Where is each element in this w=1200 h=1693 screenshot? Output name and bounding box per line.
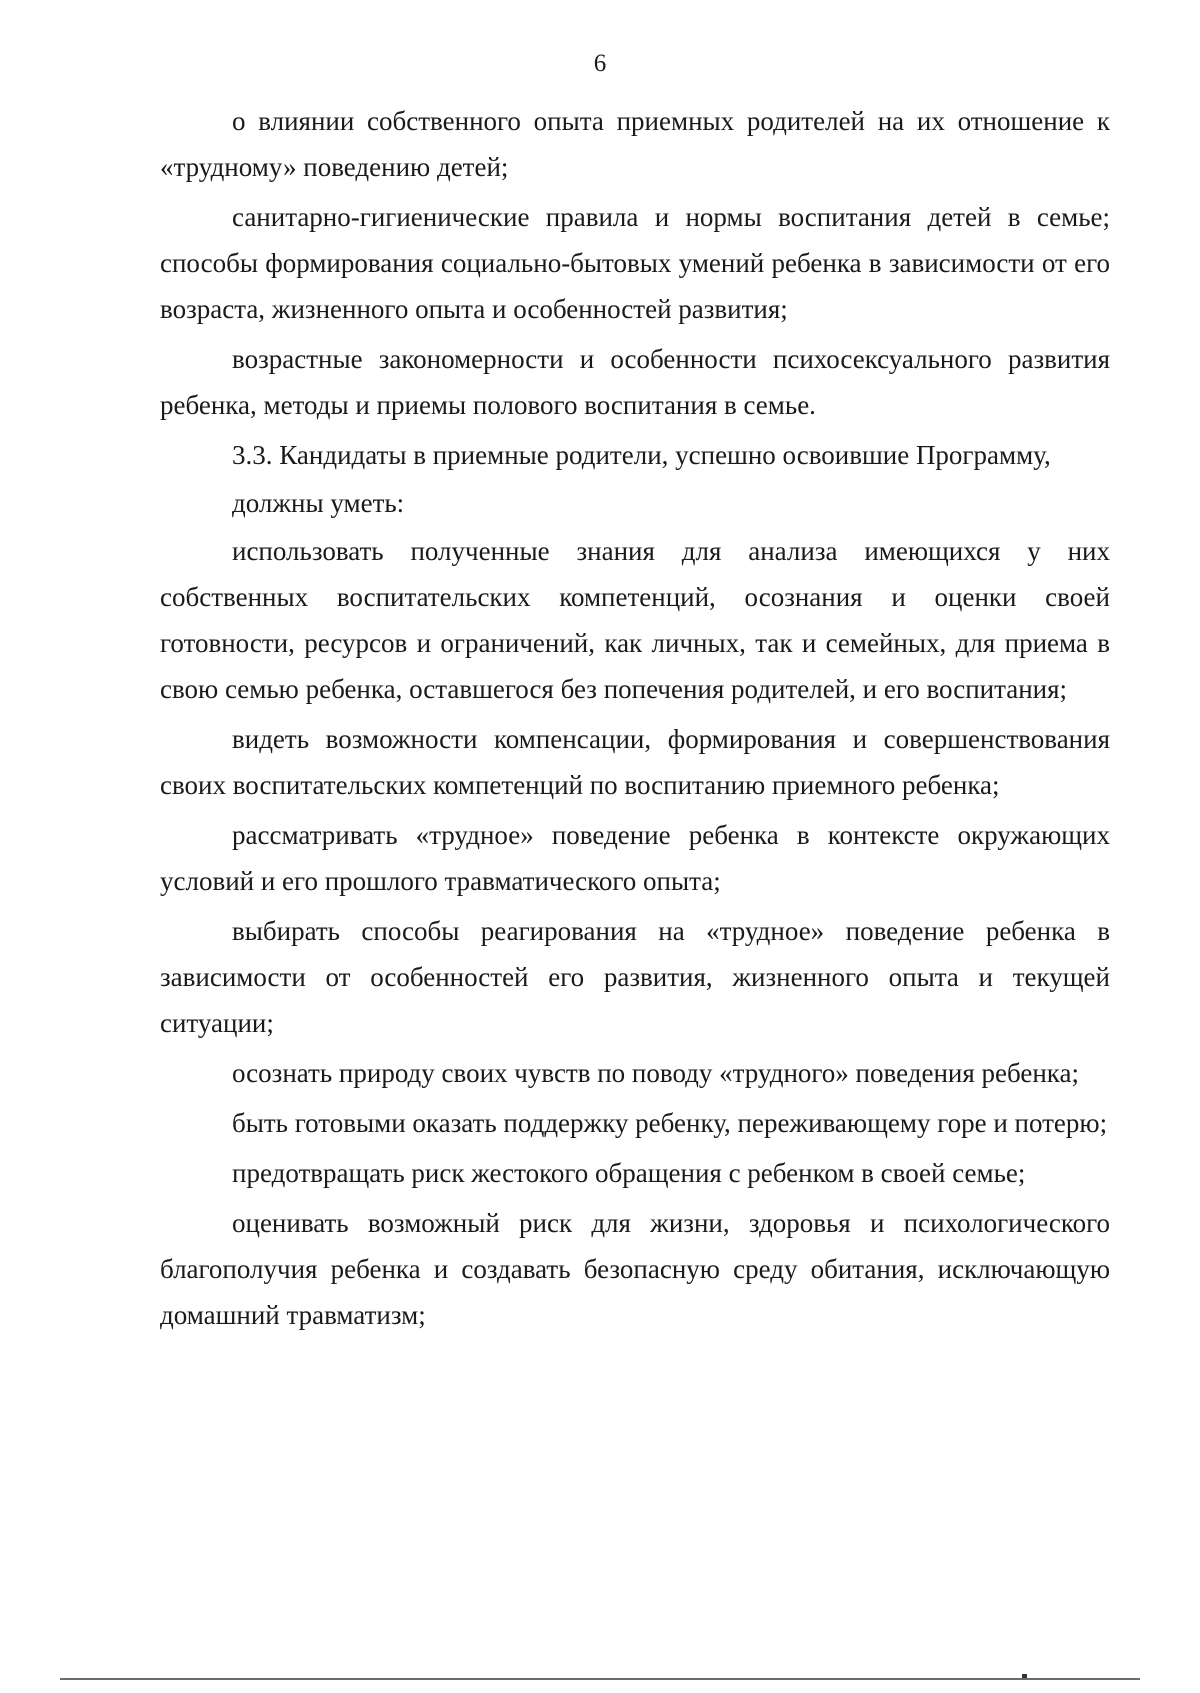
scan-artifact bbox=[1022, 1674, 1027, 1678]
paragraph: о влиянии собственного опыта приемных родителей на их отношение к «трудному» поведению детей; bbox=[160, 106, 1110, 182]
page-number: 6 bbox=[593, 50, 607, 77]
paragraph: использовать полученные знания для анализа имеющихся у них собственных воспитательских компетенций, осознания и оценки своей готовности, ресурсов и ограничений, как личных, так и семейных, для приема в свою семью ребенка, оставшегося без попечения родителей, и его воспитания; bbox=[160, 536, 1110, 704]
scan-edge-line bbox=[60, 1678, 1140, 1680]
paragraph: оценивать возможный риск для жизни, здоровья и психологического благополучия ребенка и создавать безопасную среду обитания, исключающую домашний травматизм; bbox=[160, 1208, 1110, 1330]
paragraph: выбирать способы реагирования на «трудное» поведение ребенка в зависимости от особенностей его развития, жизненного опыта и текущей ситуации; bbox=[160, 916, 1110, 1038]
paragraph: предотвращать риск жестокого обращения с ребенком в своей семье; bbox=[232, 1158, 1026, 1188]
paragraph: возрастные закономерности и особенности психосексуального развития ребенка, методы и приемы полового воспитания в семье. bbox=[160, 344, 1110, 420]
paragraph: санитарно-гигиенические правила и нормы воспитания детей в семье; способы формирования социально-бытовых умений ребенка в зависимости от его возраста, жизненного опыта и особенностей развития; bbox=[160, 202, 1110, 324]
paragraph: видеть возможности компенсации, формирования и совершенствования своих воспитательских компетенций по воспитанию приемного ребенка; bbox=[160, 724, 1110, 800]
document-body bbox=[160, 98, 1110, 1342]
paragraph: быть готовыми оказать поддержку ребенку, переживающему горе и потерю; bbox=[232, 1108, 1108, 1138]
section-heading: 3.3. Кандидаты в приемные родители, успешно освоившие Программу, bbox=[232, 440, 1051, 470]
paragraph: осознать природу своих чувств по поводу «трудного» поведения ребенка; bbox=[232, 1058, 1080, 1088]
paragraph: рассматривать «трудное» поведение ребенка в контексте окружающих условий и его прошлого травматического опыта; bbox=[160, 820, 1110, 896]
section-subheading: должны уметь: bbox=[232, 488, 405, 518]
